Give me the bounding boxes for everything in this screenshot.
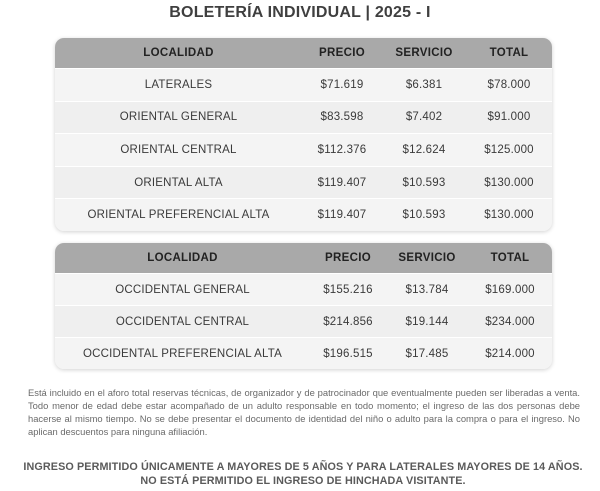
cell-precio: $119.407 bbox=[317, 209, 367, 222]
table-row bbox=[55, 305, 552, 337]
header-localidad: LOCALIDAD bbox=[143, 47, 214, 59]
table-row bbox=[55, 273, 552, 305]
cell-localidad: ORIENTAL GENERAL bbox=[119, 111, 238, 124]
cell-total: $125.000 bbox=[484, 143, 534, 156]
table-row bbox=[55, 133, 552, 166]
cell-servicio: $17.485 bbox=[405, 347, 449, 360]
table-row bbox=[55, 337, 552, 369]
cell-localidad: OCCIDENTAL PREFERENCIAL ALTA bbox=[82, 347, 282, 360]
cell-servicio: $10.593 bbox=[402, 209, 446, 222]
cell-servicio: $12.624 bbox=[402, 143, 446, 156]
cell-total: $130.000 bbox=[484, 209, 534, 222]
occidental-price-table bbox=[55, 243, 552, 369]
terms-note: Está incluido en el aforo total reservas técnicas, de organizador y de patrocinador que eventualmente pueden ser liberadas a venta. Todo menor de edad debe estar acompañado de un adulto responsable en todo momento; el ingreso de las dos personas debe hacerse al mismo tiempo. No se debe presentar el documento de identidad del niño o adulto para la compra o para el ingreso. No aplican descuentos para ninguna afiliación. bbox=[28, 387, 580, 438]
cell-total: $78.000 bbox=[487, 78, 531, 91]
cell-localidad: ORIENTAL CENTRAL bbox=[120, 143, 237, 156]
table-row bbox=[55, 68, 552, 101]
cell-precio: $119.407 bbox=[317, 176, 367, 189]
table-row bbox=[55, 101, 552, 134]
header-total: TOTAL bbox=[490, 252, 530, 264]
cell-localidad: ORIENTAL ALTA bbox=[134, 176, 223, 189]
age-restriction-warning: INGRESO PERMITIDO ÚNICAMENTE A MAYORES DE 5 AÑOS Y PARA LATERALES MAYORES DE 14 AÑOS. NO ESTÁ PERMITIDO EL INGRESO DE HINCHADA VISITANTE. bbox=[23, 461, 583, 487]
cell-precio: $83.598 bbox=[320, 111, 364, 124]
cell-precio: $155.216 bbox=[323, 283, 373, 296]
cell-precio: $71.619 bbox=[320, 78, 364, 91]
cell-servicio: $13.784 bbox=[405, 283, 449, 296]
cell-total: $234.000 bbox=[485, 315, 535, 328]
oriental-price-table bbox=[55, 38, 552, 231]
cell-total: $91.000 bbox=[487, 111, 531, 124]
table-row bbox=[55, 198, 552, 231]
cell-servicio: $6.381 bbox=[405, 78, 443, 91]
cell-precio: $112.376 bbox=[317, 143, 367, 156]
table-header bbox=[55, 243, 552, 273]
header-localidad: LOCALIDAD bbox=[147, 252, 218, 264]
cell-precio: $214.856 bbox=[323, 315, 373, 328]
header-precio: PRECIO bbox=[325, 252, 371, 264]
cell-localidad: OCCIDENTAL GENERAL bbox=[115, 283, 250, 296]
cell-total: $214.000 bbox=[485, 347, 535, 360]
cell-total: $130.000 bbox=[484, 176, 534, 189]
cell-servicio: $7.402 bbox=[405, 111, 443, 124]
header-servicio: SERVICIO bbox=[395, 47, 453, 59]
header-total: TOTAL bbox=[489, 47, 529, 59]
header-precio: PRECIO bbox=[319, 47, 365, 59]
page-title: BOLETERÍA INDIVIDUAL | 2025 - I bbox=[169, 4, 431, 21]
cell-servicio: $10.593 bbox=[402, 176, 446, 189]
cell-precio: $196.515 bbox=[323, 347, 373, 360]
cell-total: $169.000 bbox=[485, 283, 535, 296]
cell-servicio: $19.144 bbox=[405, 315, 449, 328]
table-header bbox=[55, 38, 552, 68]
table-row bbox=[55, 166, 552, 199]
header-servicio: SERVICIO bbox=[398, 252, 456, 264]
cell-localidad: ORIENTAL PREFERENCIAL ALTA bbox=[87, 209, 270, 222]
cell-localidad: OCCIDENTAL CENTRAL bbox=[115, 315, 250, 328]
cell-localidad: LATERALES bbox=[144, 78, 213, 91]
